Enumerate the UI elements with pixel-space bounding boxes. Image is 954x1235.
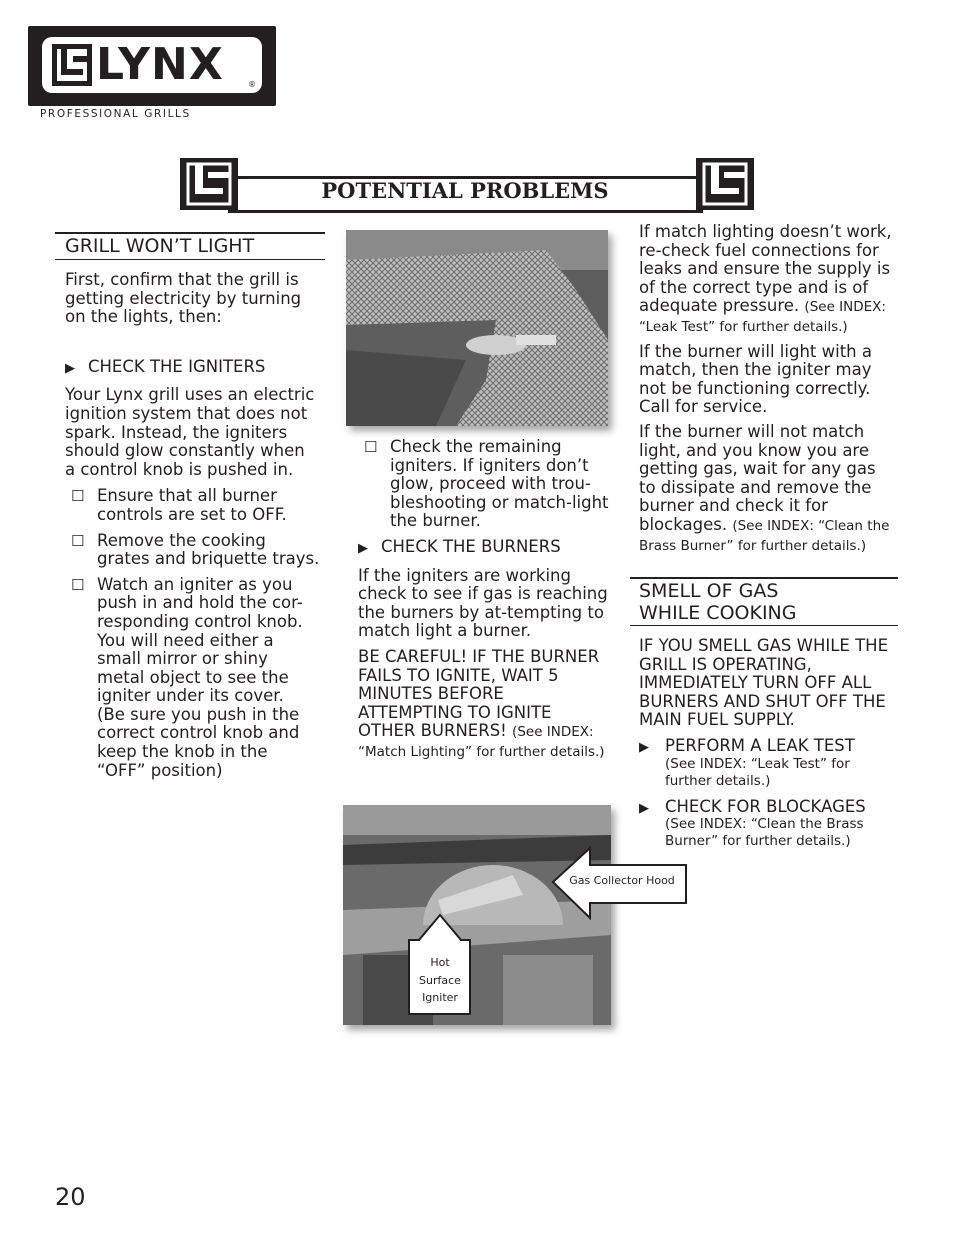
check-text: Check the remaining igniters. If igniters don’t glow, proceed with trou-bleshooting or match-light the burner. <box>390 437 609 531</box>
check-text: Watch an igniter as you push in and hold the cor-responding control knob. You will need either a small mirror or shiny metal object to see the igniter under its cover. <box>97 574 303 706</box>
heading-rule-bottom <box>55 259 325 260</box>
checkbox-icon: ☐ <box>71 531 85 550</box>
registered-mark: ® <box>248 80 256 89</box>
heading-smell-of-gas <box>639 580 796 624</box>
action-ref: (See INDEX: “Clean the Brass Burner” for further details.) <box>665 816 864 850</box>
ignition-paragraph: Your Lynx grill uses an electric ignition system that does not spark. Instead, the igniters should glow constantly when a control knob is pushed in. <box>65 385 315 479</box>
callout-line: Hot <box>430 956 450 969</box>
callout-line: Surface <box>419 973 461 987</box>
blockage-ref: (See INDEX: “Clean the Brass Burner” for further details.) <box>639 517 890 554</box>
note-text: (Be sure you push in the correct control knob and keep the knob in the “OFF” position) <box>97 704 300 780</box>
heading-line: SMELL OF GAS <box>639 580 779 602</box>
igniter-fault-paragraph: If the burner will light with a match, then the igniter may not be functioning correctly. Call for service. <box>639 341 872 417</box>
caution-main: BE CAREFUL! IF THE BURNER FAILS TO IGNITE, WAIT 5 MINUTES BEFORE ATTEMPTING TO IGNITE OTHER BURNERS! <box>358 646 600 741</box>
checkbox-icon: ☐ <box>71 575 85 594</box>
check-text: Ensure that all burner controls are set to OFF. <box>97 486 287 524</box>
arrow-bullet-icon: ▶ <box>639 739 649 755</box>
match-fail-paragraph <box>639 223 897 337</box>
step-label: CHECK THE IGNITERS <box>88 356 266 376</box>
action-label: CHECK FOR BLOCKAGES <box>665 796 866 816</box>
arrow-bullet-icon: ▶ <box>358 540 368 556</box>
check-item <box>364 438 609 531</box>
checkbox-icon: ☐ <box>364 438 378 456</box>
banner-mark-left-icon <box>180 158 238 210</box>
heading-rule-top <box>630 577 898 579</box>
heading-rule-top <box>55 232 325 234</box>
gas-warning-text: IF YOU SMELL GAS WHILE THE GRILL IS OPERATING, IMMEDIATELY TURN OFF ALL BURNERS AND SHUT OFF THE MAIN FUEL SUPPLY. <box>639 636 889 730</box>
banner-mark-right-icon <box>696 158 754 210</box>
logo-panel <box>42 37 262 93</box>
column-3 <box>639 223 897 555</box>
action-leak-test <box>639 737 897 790</box>
logo-subtitle: PROFESSIONAL GRILLS <box>40 108 191 120</box>
page-number: 20 <box>55 1183 86 1211</box>
action-ref: (See INDEX: “Leak Test” for further details.) <box>665 755 850 789</box>
lynx-logo <box>28 26 276 106</box>
intro-text: First, confirm that the grill is getting electricity by turning on the lights, then: <box>65 270 302 327</box>
action-check-blockages <box>639 798 897 851</box>
check-item <box>71 576 320 706</box>
action-label: PERFORM A LEAK TEST <box>665 735 855 755</box>
step-check-burners <box>358 538 609 559</box>
check-text: Remove the cooking grates and briquette trays. <box>97 530 320 569</box>
burner-photo <box>346 230 608 426</box>
match-fail-text: If match lighting doesn’t work, re-check fuel connections for leaks and ensure the supply is of the correct type and is of adequate pressure. <box>639 222 892 316</box>
gas-smell-section <box>639 637 897 850</box>
hood-callout-label: Gas Collector Hood <box>569 874 675 887</box>
column-2 <box>358 437 609 762</box>
arrow-bullet-icon: ▶ <box>639 800 649 816</box>
blockage-paragraph <box>639 423 897 555</box>
heading-grill-wont-light: GRILL WON’T LIGHT <box>65 235 255 257</box>
blockage-text: If the burner will not match light, and you know you are getting gas, wait for any gas to dissipate and remove the burner and check it for blockages. <box>639 421 876 534</box>
check-item <box>71 487 320 524</box>
burner-paragraph: If the igniters are working check to see if gas is reaching the burners by at-tempting to match light a burner. <box>358 565 608 641</box>
caution-ref: (See INDEX: “Match Lighting” for further details.) <box>358 724 605 760</box>
caution-text <box>358 648 609 762</box>
lynx-mark-icon <box>52 44 92 86</box>
check-item <box>71 532 320 569</box>
logo-wordmark: LYNX <box>96 39 224 90</box>
step-label: CHECK THE BURNERS <box>381 536 561 556</box>
match-fail-ref: (See INDEX: “Leak Test” for further details.) <box>639 299 886 335</box>
igniter-callout-label <box>408 954 472 1007</box>
checkbox-icon: ☐ <box>71 487 85 506</box>
page-title: POTENTIAL PROBLEMS <box>321 178 609 203</box>
step-check-igniters <box>65 358 320 379</box>
heading-rule-bottom <box>630 625 898 626</box>
heading-line: WHILE COOKING <box>639 602 797 624</box>
column-1 <box>65 271 320 780</box>
callout-line: Igniter <box>422 991 458 1004</box>
arrow-bullet-icon: ▶ <box>65 360 75 376</box>
